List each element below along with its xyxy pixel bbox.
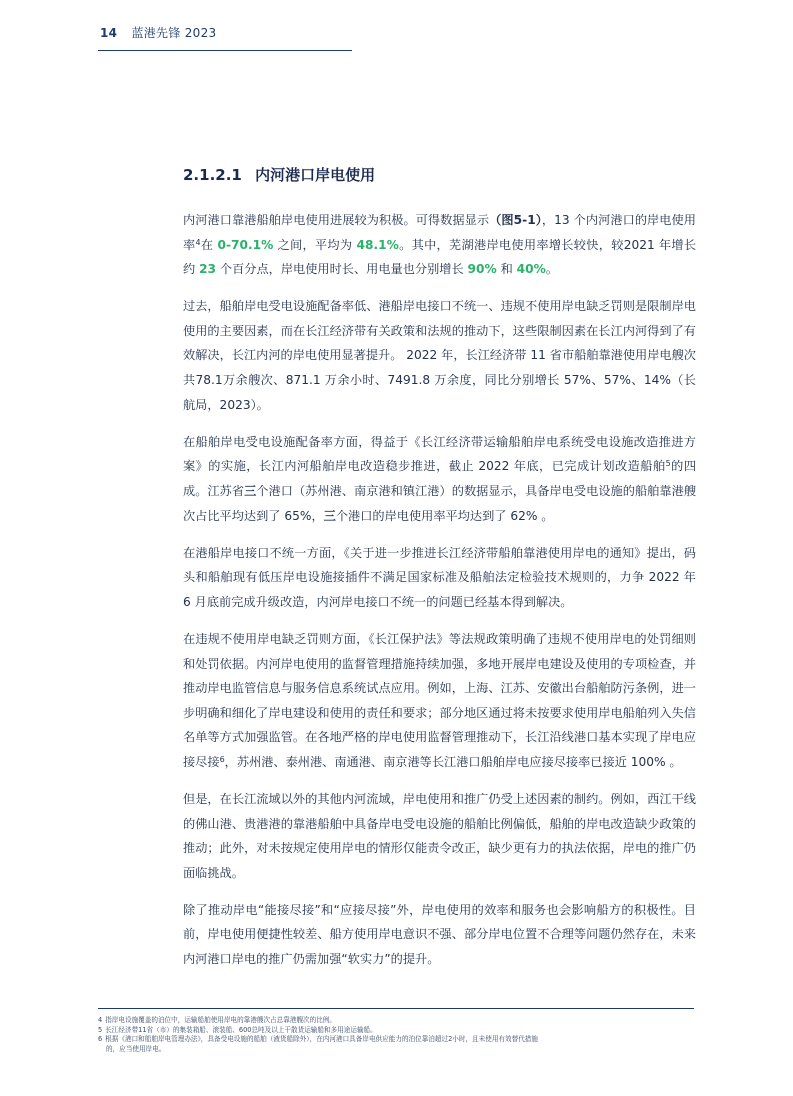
footnote-number: 5 xyxy=(98,1025,103,1034)
footnote-ref-6: 6 xyxy=(219,754,225,764)
section-number: 2.1.2.1 xyxy=(183,166,242,184)
paragraph-5 xyxy=(183,627,696,775)
paragraph-7: 除了推动岸电“能接尽接”和“应接尽接”外，岸电使用的效率和服务也会影响船方的积极性。目前，岸电使用便捷性较差、船方使用岸电意识不强、部分岸电位置不合理等问题仍然存在，未来内河港口岸电的推广仍需加强“软实力”的提升。 xyxy=(183,902,696,967)
footnote-text: 指岸电设施覆盖的泊位中，运输船舶使用岸电的靠港艘次占总靠港艘次的比例。 xyxy=(105,1016,336,1024)
text: 之间，平均为 xyxy=(273,237,357,252)
paragraph-4: 在港船岸电接口不统一方面，《关于进一步推进长江经济带船舶靠港使用岸电的通知》提出，码头和船舶现有低压岸电设施接插件不满足国家标准及船舶法定检验技术规则的，力争 2022 年 6 月底前完成升级改造，内河岸电接口不统一的问题已经基本得到解决。 xyxy=(183,545,696,609)
highlight-power-growth: 40% xyxy=(516,262,546,277)
text: ，13 个内河港口的岸电使用率 xyxy=(183,213,696,252)
paragraph-3 xyxy=(183,430,696,528)
footnote-5 xyxy=(98,1026,694,1036)
footnote-6 xyxy=(98,1035,694,1045)
text: 的四成。江苏省 xyxy=(183,459,697,498)
footnote-number: 6 xyxy=(98,1035,103,1044)
text: ，苏州港、泰州港、南通港、南京港等长江港口船舶岸电应接尽接率已接近 100% 。 xyxy=(224,754,682,769)
text-bold: 三 xyxy=(244,483,257,498)
highlight-average: 48.1% xyxy=(356,237,399,252)
footnote-ref-4: 4 xyxy=(195,237,201,247)
text: 个百分点，岸电使用时长、用电量也分别增长 xyxy=(216,262,468,277)
footnotes xyxy=(98,1016,694,1054)
footnote-4 xyxy=(98,1016,694,1026)
text: 。 xyxy=(545,262,558,277)
text-bold: 三 xyxy=(323,508,336,523)
footnote-text: 根据《港口和船舶岸电管理办法》，具备受电设施的船舶（液货船除外），在内河港口具备岸电供应能力的泊位靠泊超过2小时，且未使用有效替代措施 xyxy=(105,1035,538,1044)
section-heading xyxy=(183,164,375,185)
text: 内河港口靠港船舶岸电使用进展较为积极。可得数据显示 xyxy=(183,213,490,227)
text: 在 xyxy=(200,237,218,252)
paragraph-6: 但是，在长江流域以外的其他内河流域，岸电使用和推广仍受上述因素的制约。例如，西江干线的佛山港、贵港港的靠港船舶中具备岸电受电设施的船舶比例偏低，船舶的岸电改造缺少政策的推动；此外，对未按规定使用岸电的情形仅能责令改正，缺少更有力的执法依据，岸电的推广仍面临挑战。 xyxy=(183,791,696,880)
highlight-range: 0-70.1% xyxy=(217,237,274,252)
header-divider xyxy=(98,50,352,51)
section-title: 内河港口岸电使用 xyxy=(255,166,376,184)
text: 。其中，芜湖港岸电使用率增长较快，较2021 年增长约 xyxy=(183,237,697,277)
footnote-text: 长江经济带11省（市）的集装箱船、滚装船、600总吨及以上干散货运输船和多用途运输船。 xyxy=(105,1025,377,1034)
footnote-6-continued: 的，应当使用岸电。 xyxy=(106,1044,166,1053)
text: 个港口（苏州港、南京港和镇江港）的数据显示，具备岸电受电设施的船舶靠港艘次占比平均达到了 65%， xyxy=(183,483,697,523)
text: 个港口的岸电使用率平均达到了 62% 。 xyxy=(335,508,554,523)
highlight-duration-growth: 90% xyxy=(467,262,497,277)
page-header xyxy=(100,24,217,41)
text: 在船舶岸电受电设施配备率方面，得益于《长江经济带运输船舶岸电系统受电设施改造推进方案》的实施，长江内河船舶岸电改造稳步推进，截止 2022 年底，已完成计划改造船舶 xyxy=(183,434,696,474)
body-text xyxy=(183,208,696,984)
text: 在违规不使用岸电缺乏罚则方面，《长江保护法》等法规政策明确了违规不使用岸电的处罚细则和处罚依据。内河岸电使用的监督管理措施持续加强，多地开展岸电建设及使用的专项检查，并推动岸电监管信息与服务信息系统试点应用。例如，上海、江苏、安徽出台船舶防污条例，进一步明确和细化了岸电建设和使用的责任和要求；部分地区通过将未按要求使用岸电船舶列入失信名单等方式加强监管。在各地严格的岸电使用监督管理推动下，长江沿线港口基本实现了岸电应接尽接 xyxy=(183,631,696,769)
highlight-growth: 23 xyxy=(199,262,217,277)
paragraph-1 xyxy=(183,208,696,282)
figure-reference: （图5-1） xyxy=(489,213,542,227)
footnote-ref-5: 5 xyxy=(665,459,671,469)
publication-title: 蓝港先锋 2023 xyxy=(131,26,217,40)
footnote-number: 4 xyxy=(98,1016,103,1024)
text: 和 xyxy=(496,262,517,277)
paragraph-2: 过去，船舶岸电受电设施配备率低、港船岸电接口不统一、违规不使用岸电缺乏罚则是限制岸电使用的主要因素，而在长江经济带有关政策和法规的推动下，这些限制因素在长江内河得到了有效解决，长江内河的岸电使用显著提升。 2022 年，长江经济带 11 省市船舶靠港使用岸电艘次共78.1万余艘次、871.1 万余小时、7491.8 万余度，同比分别增长 57%、57%、14%（长航局，2023）。 xyxy=(183,299,696,412)
footnote-divider xyxy=(98,1008,694,1009)
page-number: 14 xyxy=(100,26,118,40)
